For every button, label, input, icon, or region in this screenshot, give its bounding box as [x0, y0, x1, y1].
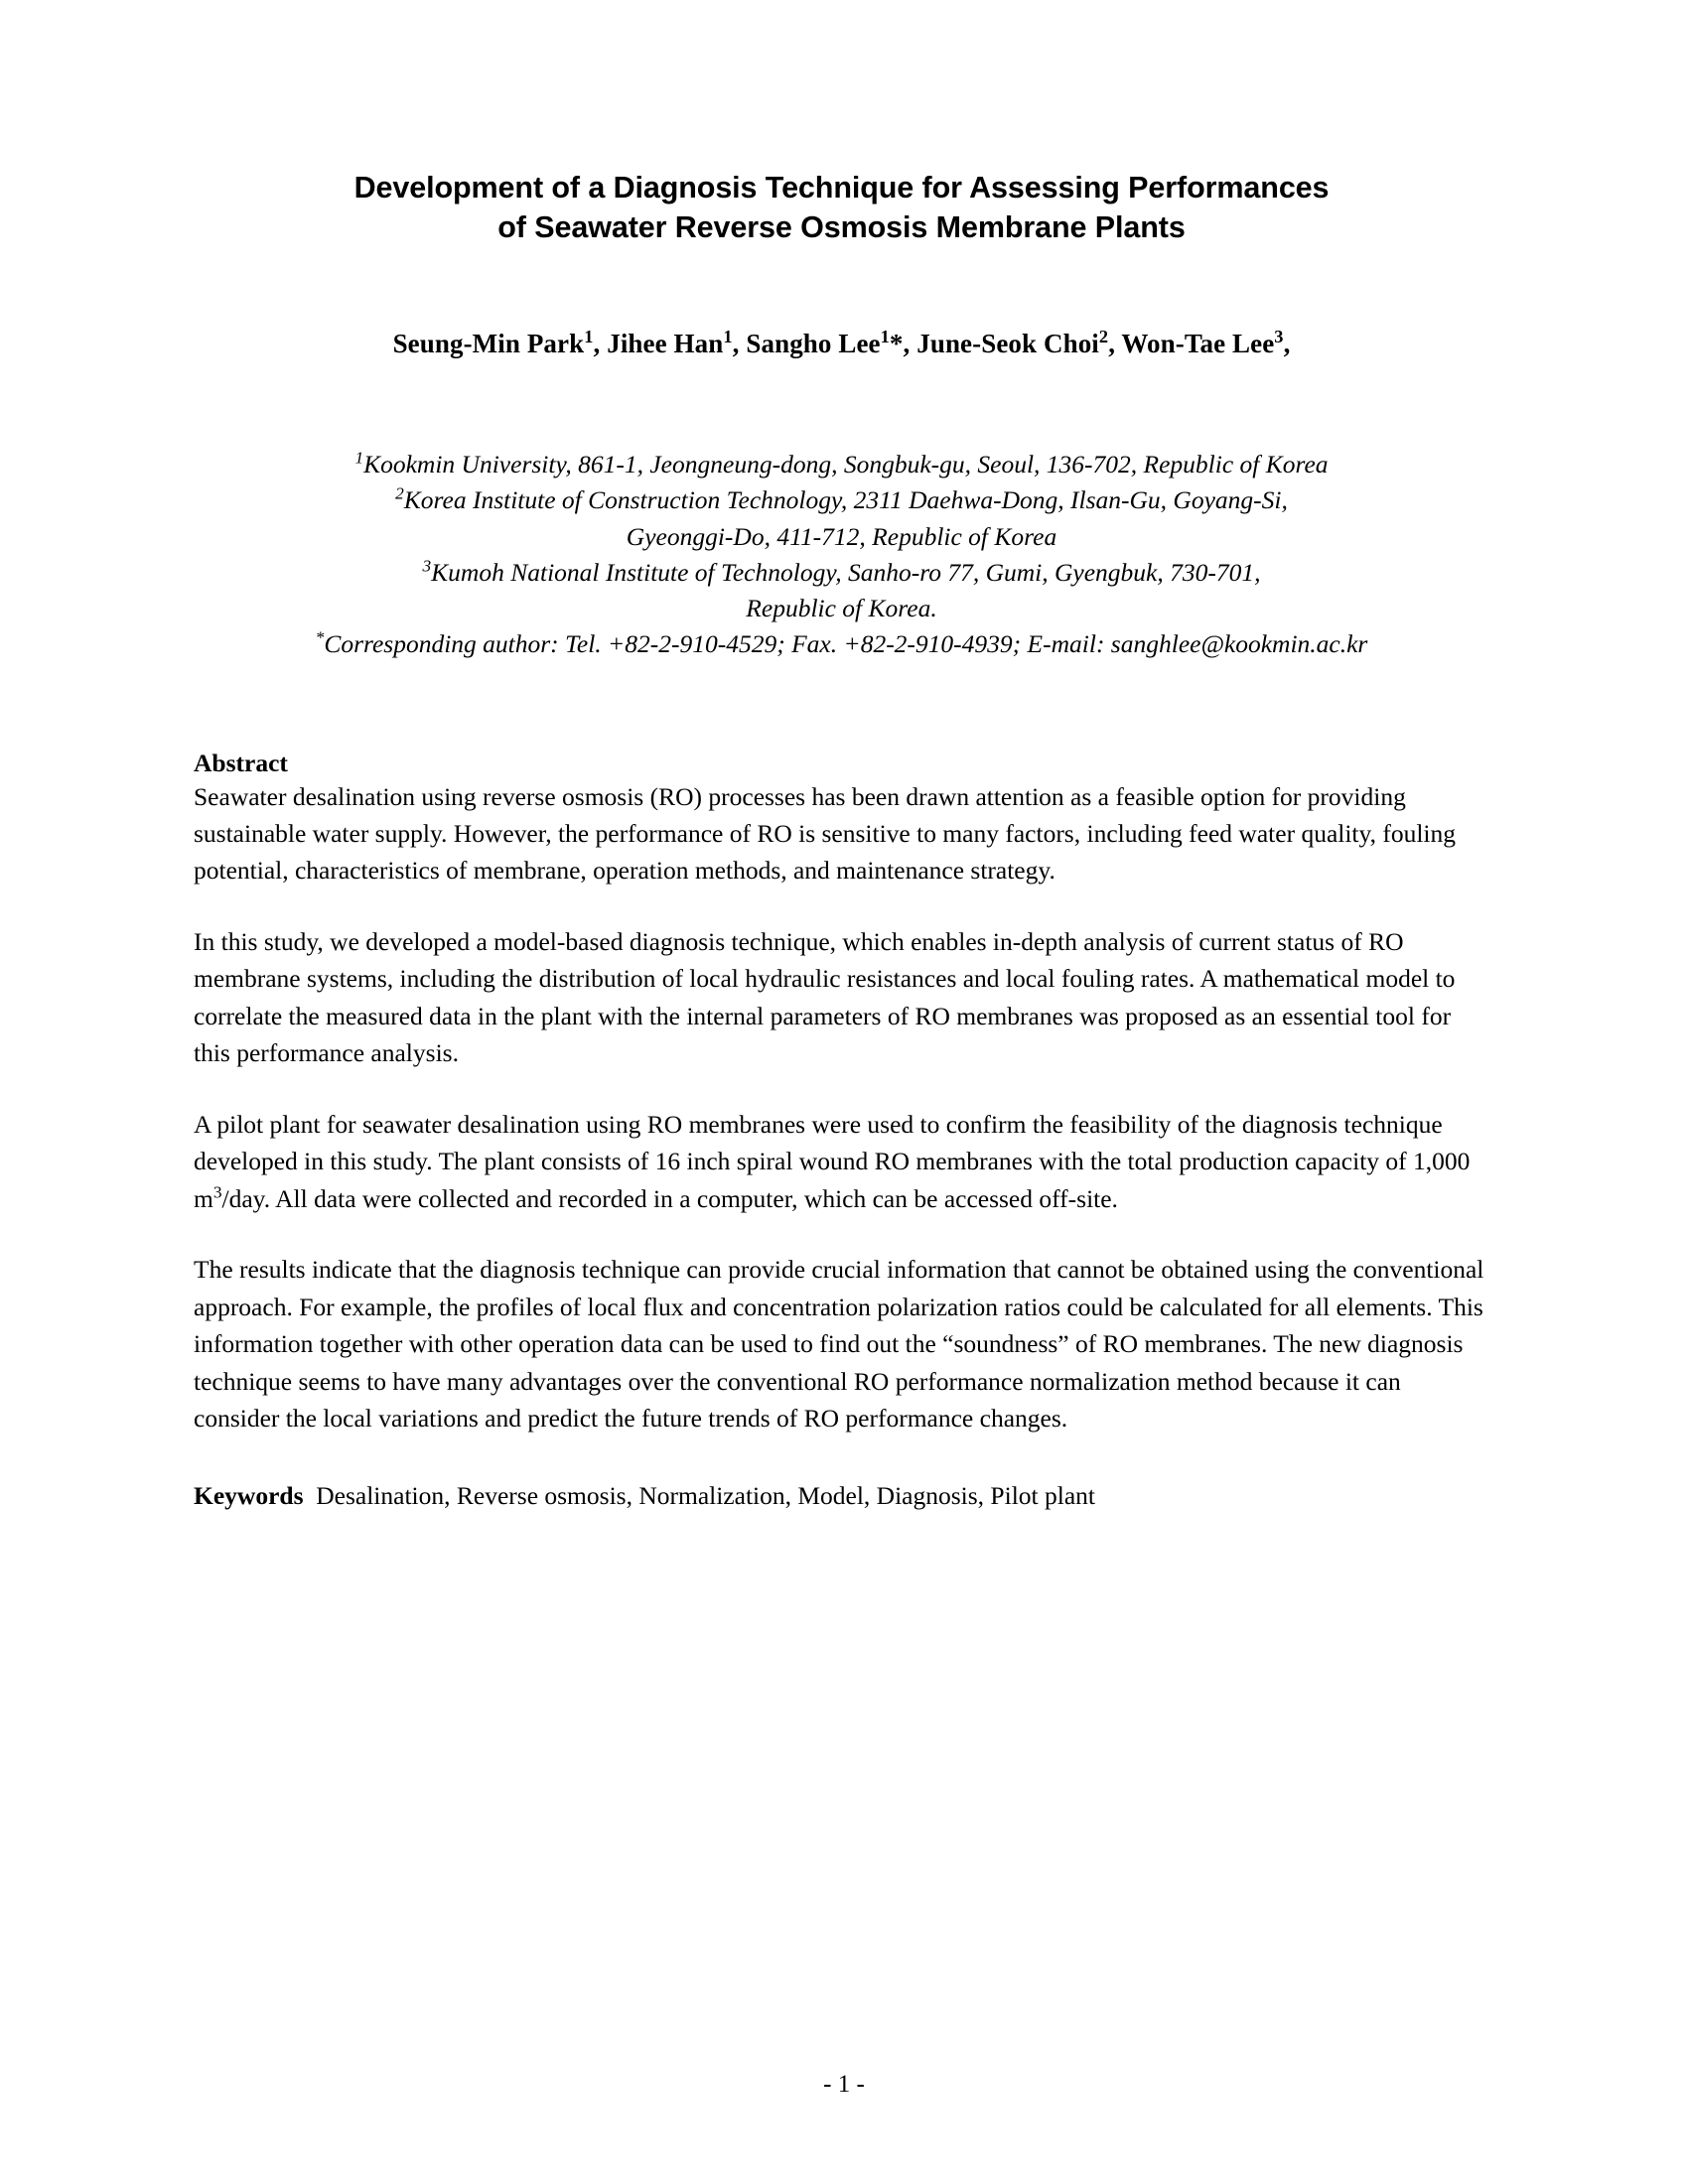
affiliation-line: $^2$Korea Institute of Construction Technology, 2311 Daehwa-Dong, Ilsan-Gu, Goyang-Si,	[395, 483, 1288, 515]
page-footer: - 1 -	[823, 2071, 865, 2098]
affiliations-block	[194, 447, 1489, 662]
affiliation-line: $^3$Kumoh National Institute of Technology, Sanho-ro 77, Gumi, Gyengbuk, 730-701,	[422, 556, 1261, 587]
affiliation-line: Republic of Korea.	[746, 594, 937, 623]
keywords-text: Desalination, Reverse osmosis, Normalization, Model, Diagnosis, Pilot plant	[316, 1480, 1095, 1510]
abstract-heading: Abstract	[194, 748, 288, 777]
corresponding-author-line: *Corresponding author: Tel. +82-2-910-4529; Fax. +82-2-910-4939; E-mail: sanghlee@kookmin.ac.kr	[315, 627, 1368, 659]
author-list: Seung-Min Park$^1$, Jihee Han$^1$, Sangho Lee$^1$*, June-Seok Choi$^2$, Won-Tae Lee$^3$,	[392, 327, 1291, 359]
title-line-2: of Seawater Reverse Osmosis Membrane Plants	[497, 209, 1186, 244]
keywords-line	[194, 1477, 1489, 1514]
keywords-label: Keywords	[194, 1480, 304, 1510]
abstract-paragraph: A pilot plant for seawater desalination using RO membranes were used to confirm the feasibility of the diagnosis technique developed in this study. The plant consists of 16 inch spiral wound RO membranes with the total production capacity of 1,000 $m^3$/day. All data were collected and recorded in a computer, which can be accessed off-site.	[194, 1109, 1471, 1213]
abstract-paragraph: In this study, we developed a model-based diagnosis technique, which enables in-depth analysis of current status of RO membrane systems, including the distribution of local hydraulic resistances and local fouling rates. A mathematical model to correlate the measured data in the plant with the internal parameters of RO membranes was proposed as an essential tool for this performance analysis.	[194, 926, 1456, 1068]
title-line-1: Development of a Diagnosis Technique for Assessing Performances	[353, 171, 1330, 205]
page-title	[194, 169, 1489, 247]
affiliation-line: $^1$Kookmin University, 861-1, Jeongneung-dong, Songbuk-gu, Seoul, 136-702, Republic of Korea	[354, 448, 1329, 479]
affiliation-line: Gyeonggi-Do, 411-712, Republic of Korea	[626, 521, 1057, 551]
abstract-paragraph: The results indicate that the diagnosis technique can provide crucial information that cannot be obtained using the conventional approach. For example, the profiles of local flux and concentration polarization ratios could be calculated for all elements. This information together with other operation data can be used to find out the “soundness” of RO membranes. The new diagnosis technique seems to have many advantages over the conventional RO performance normalization method because it can consider the local variations and predict the future trends of RO performance changes.	[194, 1255, 1484, 1433]
abstract-paragraph: Seawater desalination using reverse osmosis (RO) processes has been drawn attention as a feasible option for providing sustainable water supply. However, the performance of RO is sensitive to many factors, including feed water quality, fouling potential, characteristics of membrane, operation methods, and maintenance strategy.	[194, 781, 1457, 886]
